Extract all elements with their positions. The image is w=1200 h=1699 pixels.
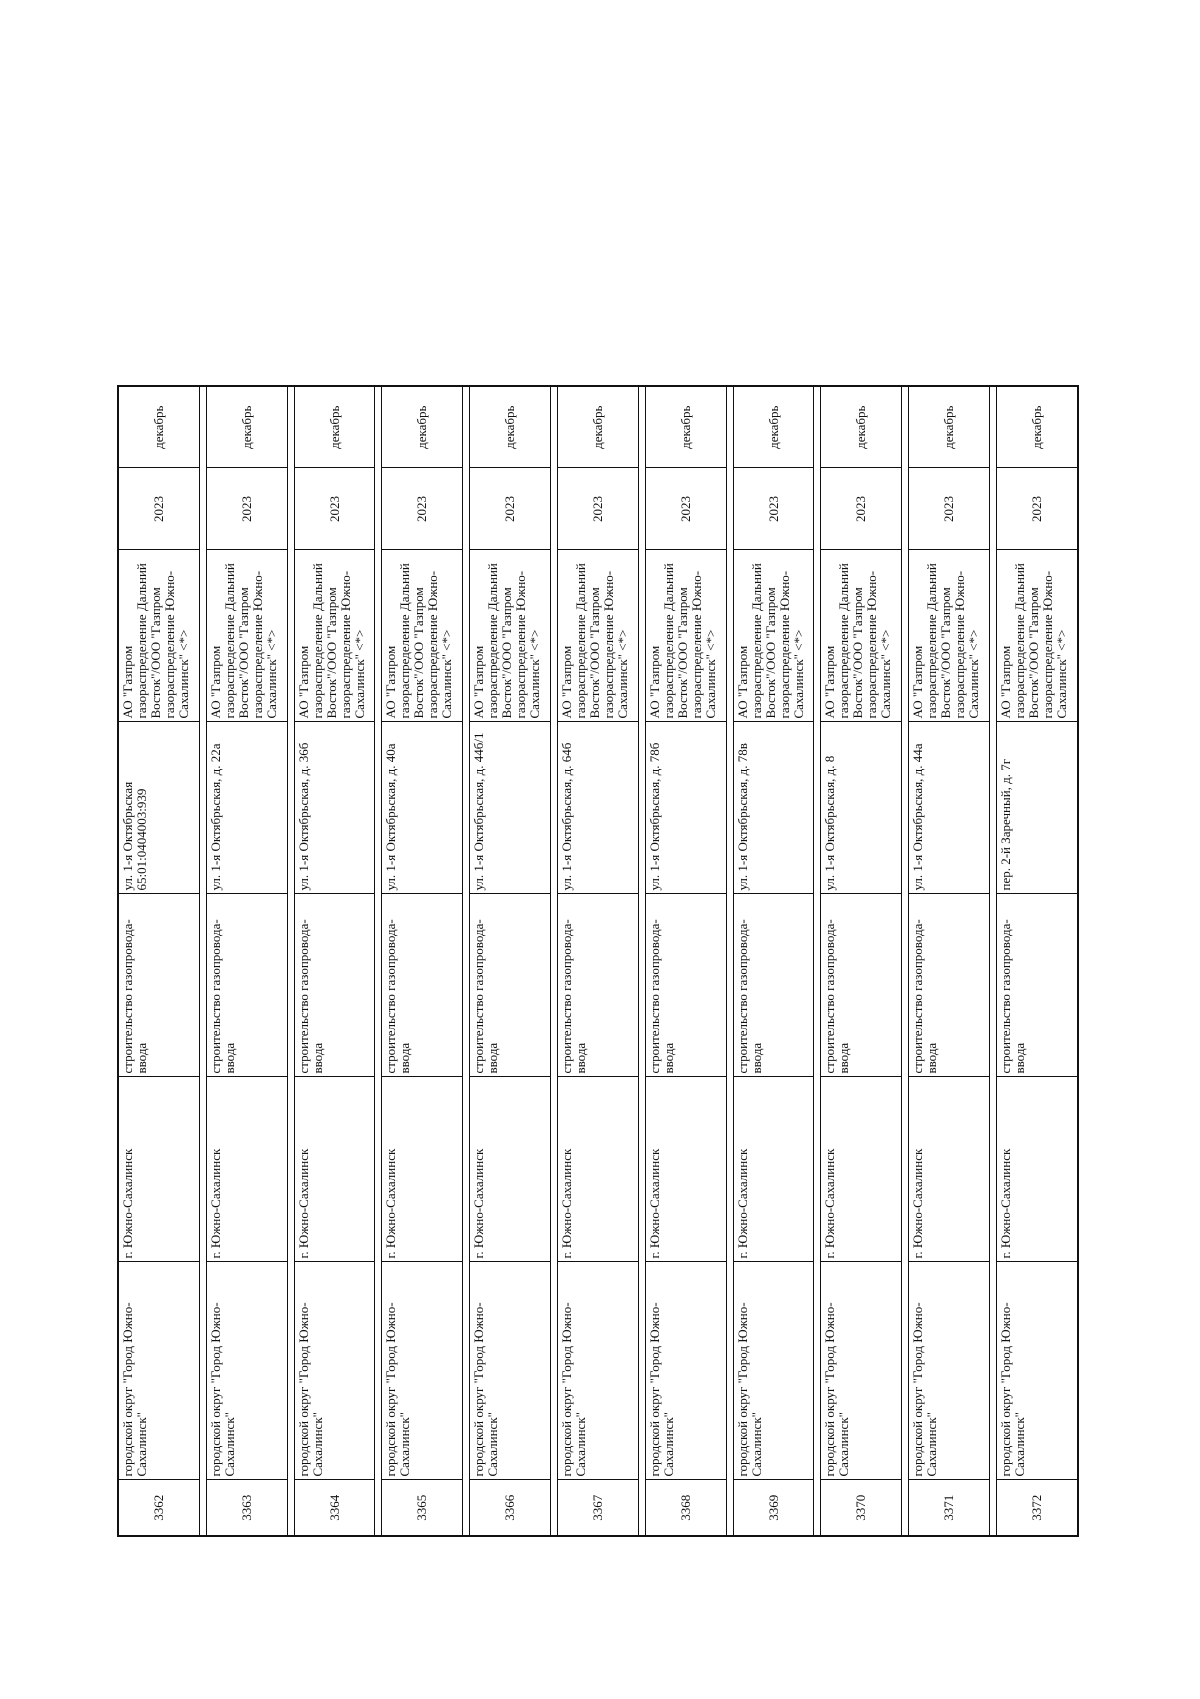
- municipality-cell: городской округ "Город Южно-Сахалинск": [382, 1262, 463, 1480]
- row-gap-cell: [199, 386, 206, 1536]
- municipality-cell: городской округ "Город Южно-Сахалинск": [294, 1262, 375, 1480]
- organization-cell: АО "Газпром газораспределение Дальний Восток"/ООО "Газпром газораспределение Южно-Сахалинск" <*>: [733, 550, 814, 722]
- work-type-cell: строительство газопровода-ввода: [558, 894, 639, 1077]
- address-cell: пер. 2-й Заречный, д. 7г: [997, 722, 1078, 894]
- row-number: 3372: [997, 1480, 1078, 1536]
- row-gap: [463, 386, 470, 1536]
- work-type-cell: строительство газопровода-ввода: [294, 894, 375, 1077]
- row-number: 3364: [294, 1480, 375, 1536]
- table-row: [294, 386, 375, 1536]
- table-body: [118, 386, 1078, 1536]
- municipality-cell: городской округ "Город Южно-Сахалинск": [909, 1262, 990, 1480]
- address-cell: ул. 1-я Октябрьская, д. 64б: [558, 722, 639, 894]
- month-cell: декабрь: [206, 386, 287, 468]
- row-gap: [726, 386, 733, 1536]
- row-gap: [375, 386, 382, 1536]
- month-cell: декабрь: [294, 386, 375, 468]
- month-cell: декабрь: [909, 386, 990, 468]
- municipality-cell: городской округ "Город Южно-Сахалинск": [821, 1262, 902, 1480]
- organization-cell: АО "Газпром газораспределение Дальний Восток"/ООО "Газпром газораспределение Южно-Сахалинск" <*>: [382, 550, 463, 722]
- table-row: [558, 386, 639, 1536]
- row-gap-cell: [814, 386, 821, 1536]
- settlement-cell: г. Южно-Сахалинск: [382, 1077, 463, 1262]
- row-number: 3371: [909, 1480, 990, 1536]
- work-type-cell: строительство газопровода-ввода: [118, 894, 199, 1077]
- settlement-cell: г. Южно-Сахалинск: [645, 1077, 726, 1262]
- address-cell: ул. 1-я Октябрьская, д. 22а: [206, 722, 287, 894]
- row-gap-cell: [375, 386, 382, 1536]
- work-type-cell: строительство газопровода-ввода: [997, 894, 1078, 1077]
- work-type-cell: строительство газопровода-ввода: [909, 894, 990, 1077]
- row-gap: [638, 386, 645, 1536]
- row-number: 3367: [558, 1480, 639, 1536]
- row-number: 3362: [118, 1480, 199, 1536]
- work-type-cell: строительство газопровода-ввода: [733, 894, 814, 1077]
- work-type-cell: строительство газопровода-ввода: [470, 894, 551, 1077]
- month-cell: декабрь: [821, 386, 902, 468]
- year-cell: 2023: [470, 468, 551, 550]
- month-cell: декабрь: [382, 386, 463, 468]
- organization-cell: АО "Газпром газораспределение Дальний Восток"/ООО "Газпром газораспределение Южно-Сахалинск" <*>: [909, 550, 990, 722]
- year-cell: 2023: [294, 468, 375, 550]
- row-gap-cell: [463, 386, 470, 1536]
- row-gap-cell: [726, 386, 733, 1536]
- settlement-cell: г. Южно-Сахалинск: [206, 1077, 287, 1262]
- year-cell: 2023: [382, 468, 463, 550]
- row-gap: [814, 386, 821, 1536]
- municipality-cell: городской округ "Город Южно-Сахалинск": [733, 1262, 814, 1480]
- table-row: [206, 386, 287, 1536]
- table-row: [470, 386, 551, 1536]
- address-cell: ул. 1-я Октябрьская, д. 78в: [733, 722, 814, 894]
- address-cell: ул. 1-я Октябрьская, д. 40а: [382, 722, 463, 894]
- organization-cell: АО "Газпром газораспределение Дальний Восток"/ООО "Газпром газораспределение Южно-Сахалинск" <*>: [470, 550, 551, 722]
- organization-cell: АО "Газпром газораспределение Дальний Восток"/ООО "Газпром газораспределение Южно-Сахалинск" <*>: [821, 550, 902, 722]
- organization-cell: АО "Газпром газораспределение Дальний Восток"/ООО "Газпром газораспределение Южно-Сахалинск" <*>: [997, 550, 1078, 722]
- settlement-cell: г. Южно-Сахалинск: [821, 1077, 902, 1262]
- work-type-cell: строительство газопровода-ввода: [206, 894, 287, 1077]
- table-row: [382, 386, 463, 1536]
- address-cell: ул. 1-я Октябрьская, д. 8: [821, 722, 902, 894]
- month-cell: декабрь: [645, 386, 726, 468]
- municipality-cell: городской округ "Город Южно-Сахалинск": [118, 1262, 199, 1480]
- organization-cell: АО "Газпром газораспределение Дальний Восток"/ООО "Газпром газораспределение Южно-Сахалинск" <*>: [558, 550, 639, 722]
- row-gap: [199, 386, 206, 1536]
- year-cell: 2023: [821, 468, 902, 550]
- table-row: [821, 386, 902, 1536]
- address-cell: ул. 1-я Октябрьская, д. 44б/1: [470, 722, 551, 894]
- row-gap: [287, 386, 294, 1536]
- gasification-table: [117, 385, 1079, 1537]
- row-gap-cell: [551, 386, 558, 1536]
- year-cell: 2023: [997, 468, 1078, 550]
- address-cell: ул. 1-я Октябрьская, д. 44а: [909, 722, 990, 894]
- work-type-cell: строительство газопровода-ввода: [382, 894, 463, 1077]
- row-gap-cell: [902, 386, 909, 1536]
- settlement-cell: г. Южно-Сахалинск: [733, 1077, 814, 1262]
- row-gap: [902, 386, 909, 1536]
- municipality-cell: городской округ "Город Южно-Сахалинск": [997, 1262, 1078, 1480]
- organization-cell: АО "Газпром газораспределение Дальний Восток"/ООО "Газпром газораспределение Южно-Сахалинск" <*>: [206, 550, 287, 722]
- organization-cell: АО "Газпром газораспределение Дальний Восток"/ООО "Газпром газораспределение Южно-Сахалинск" <*>: [118, 550, 199, 722]
- settlement-cell: г. Южно-Сахалинск: [909, 1077, 990, 1262]
- municipality-cell: городской округ "Город Южно-Сахалинск": [558, 1262, 639, 1480]
- row-number: 3365: [382, 1480, 463, 1536]
- settlement-cell: г. Южно-Сахалинск: [997, 1077, 1078, 1262]
- organization-cell: АО "Газпром газораспределение Дальний Восток"/ООО "Газпром газораспределение Южно-Сахалинск" <*>: [294, 550, 375, 722]
- settlement-cell: г. Южно-Сахалинск: [558, 1077, 639, 1262]
- municipality-cell: городской округ "Город Южно-Сахалинск": [645, 1262, 726, 1480]
- municipality-cell: городской округ "Город Южно-Сахалинск": [206, 1262, 287, 1480]
- municipality-cell: городской округ "Город Южно-Сахалинск": [470, 1262, 551, 1480]
- month-cell: декабрь: [558, 386, 639, 468]
- row-number: 3369: [733, 1480, 814, 1536]
- month-cell: декабрь: [470, 386, 551, 468]
- row-gap-cell: [990, 386, 997, 1536]
- year-cell: 2023: [206, 468, 287, 550]
- row-number: 3363: [206, 1480, 287, 1536]
- year-cell: 2023: [909, 468, 990, 550]
- rotated-table-container: [117, 387, 1079, 1537]
- row-number: 3366: [470, 1480, 551, 1536]
- table-row: [733, 386, 814, 1536]
- address-cell: ул. 1-я Октябрьская 65:01:0404003:939: [118, 722, 199, 894]
- row-gap-cell: [287, 386, 294, 1536]
- month-cell: декабрь: [733, 386, 814, 468]
- row-gap-cell: [638, 386, 645, 1536]
- row-number: 3370: [821, 1480, 902, 1536]
- year-cell: 2023: [118, 468, 199, 550]
- address-cell: ул. 1-я Октябрьская, д. 78б: [645, 722, 726, 894]
- row-gap: [990, 386, 997, 1536]
- table-row: [118, 386, 199, 1536]
- month-cell: декабрь: [118, 386, 199, 468]
- month-cell: декабрь: [997, 386, 1078, 468]
- settlement-cell: г. Южно-Сахалинск: [118, 1077, 199, 1262]
- work-type-cell: строительство газопровода-ввода: [821, 894, 902, 1077]
- row-number: 3368: [645, 1480, 726, 1536]
- address-cell: ул. 1-я Октябрьская, д. 36б: [294, 722, 375, 894]
- work-type-cell: строительство газопровода-ввода: [645, 894, 726, 1077]
- organization-cell: АО "Газпром газораспределение Дальний Восток"/ООО "Газпром газораспределение Южно-Сахалинск" <*>: [645, 550, 726, 722]
- settlement-cell: г. Южно-Сахалинск: [294, 1077, 375, 1262]
- year-cell: 2023: [733, 468, 814, 550]
- year-cell: 2023: [558, 468, 639, 550]
- row-gap: [551, 386, 558, 1536]
- year-cell: 2023: [645, 468, 726, 550]
- table-row: [645, 386, 726, 1536]
- table-row: [997, 386, 1078, 1536]
- table-row: [909, 386, 990, 1536]
- settlement-cell: г. Южно-Сахалинск: [470, 1077, 551, 1262]
